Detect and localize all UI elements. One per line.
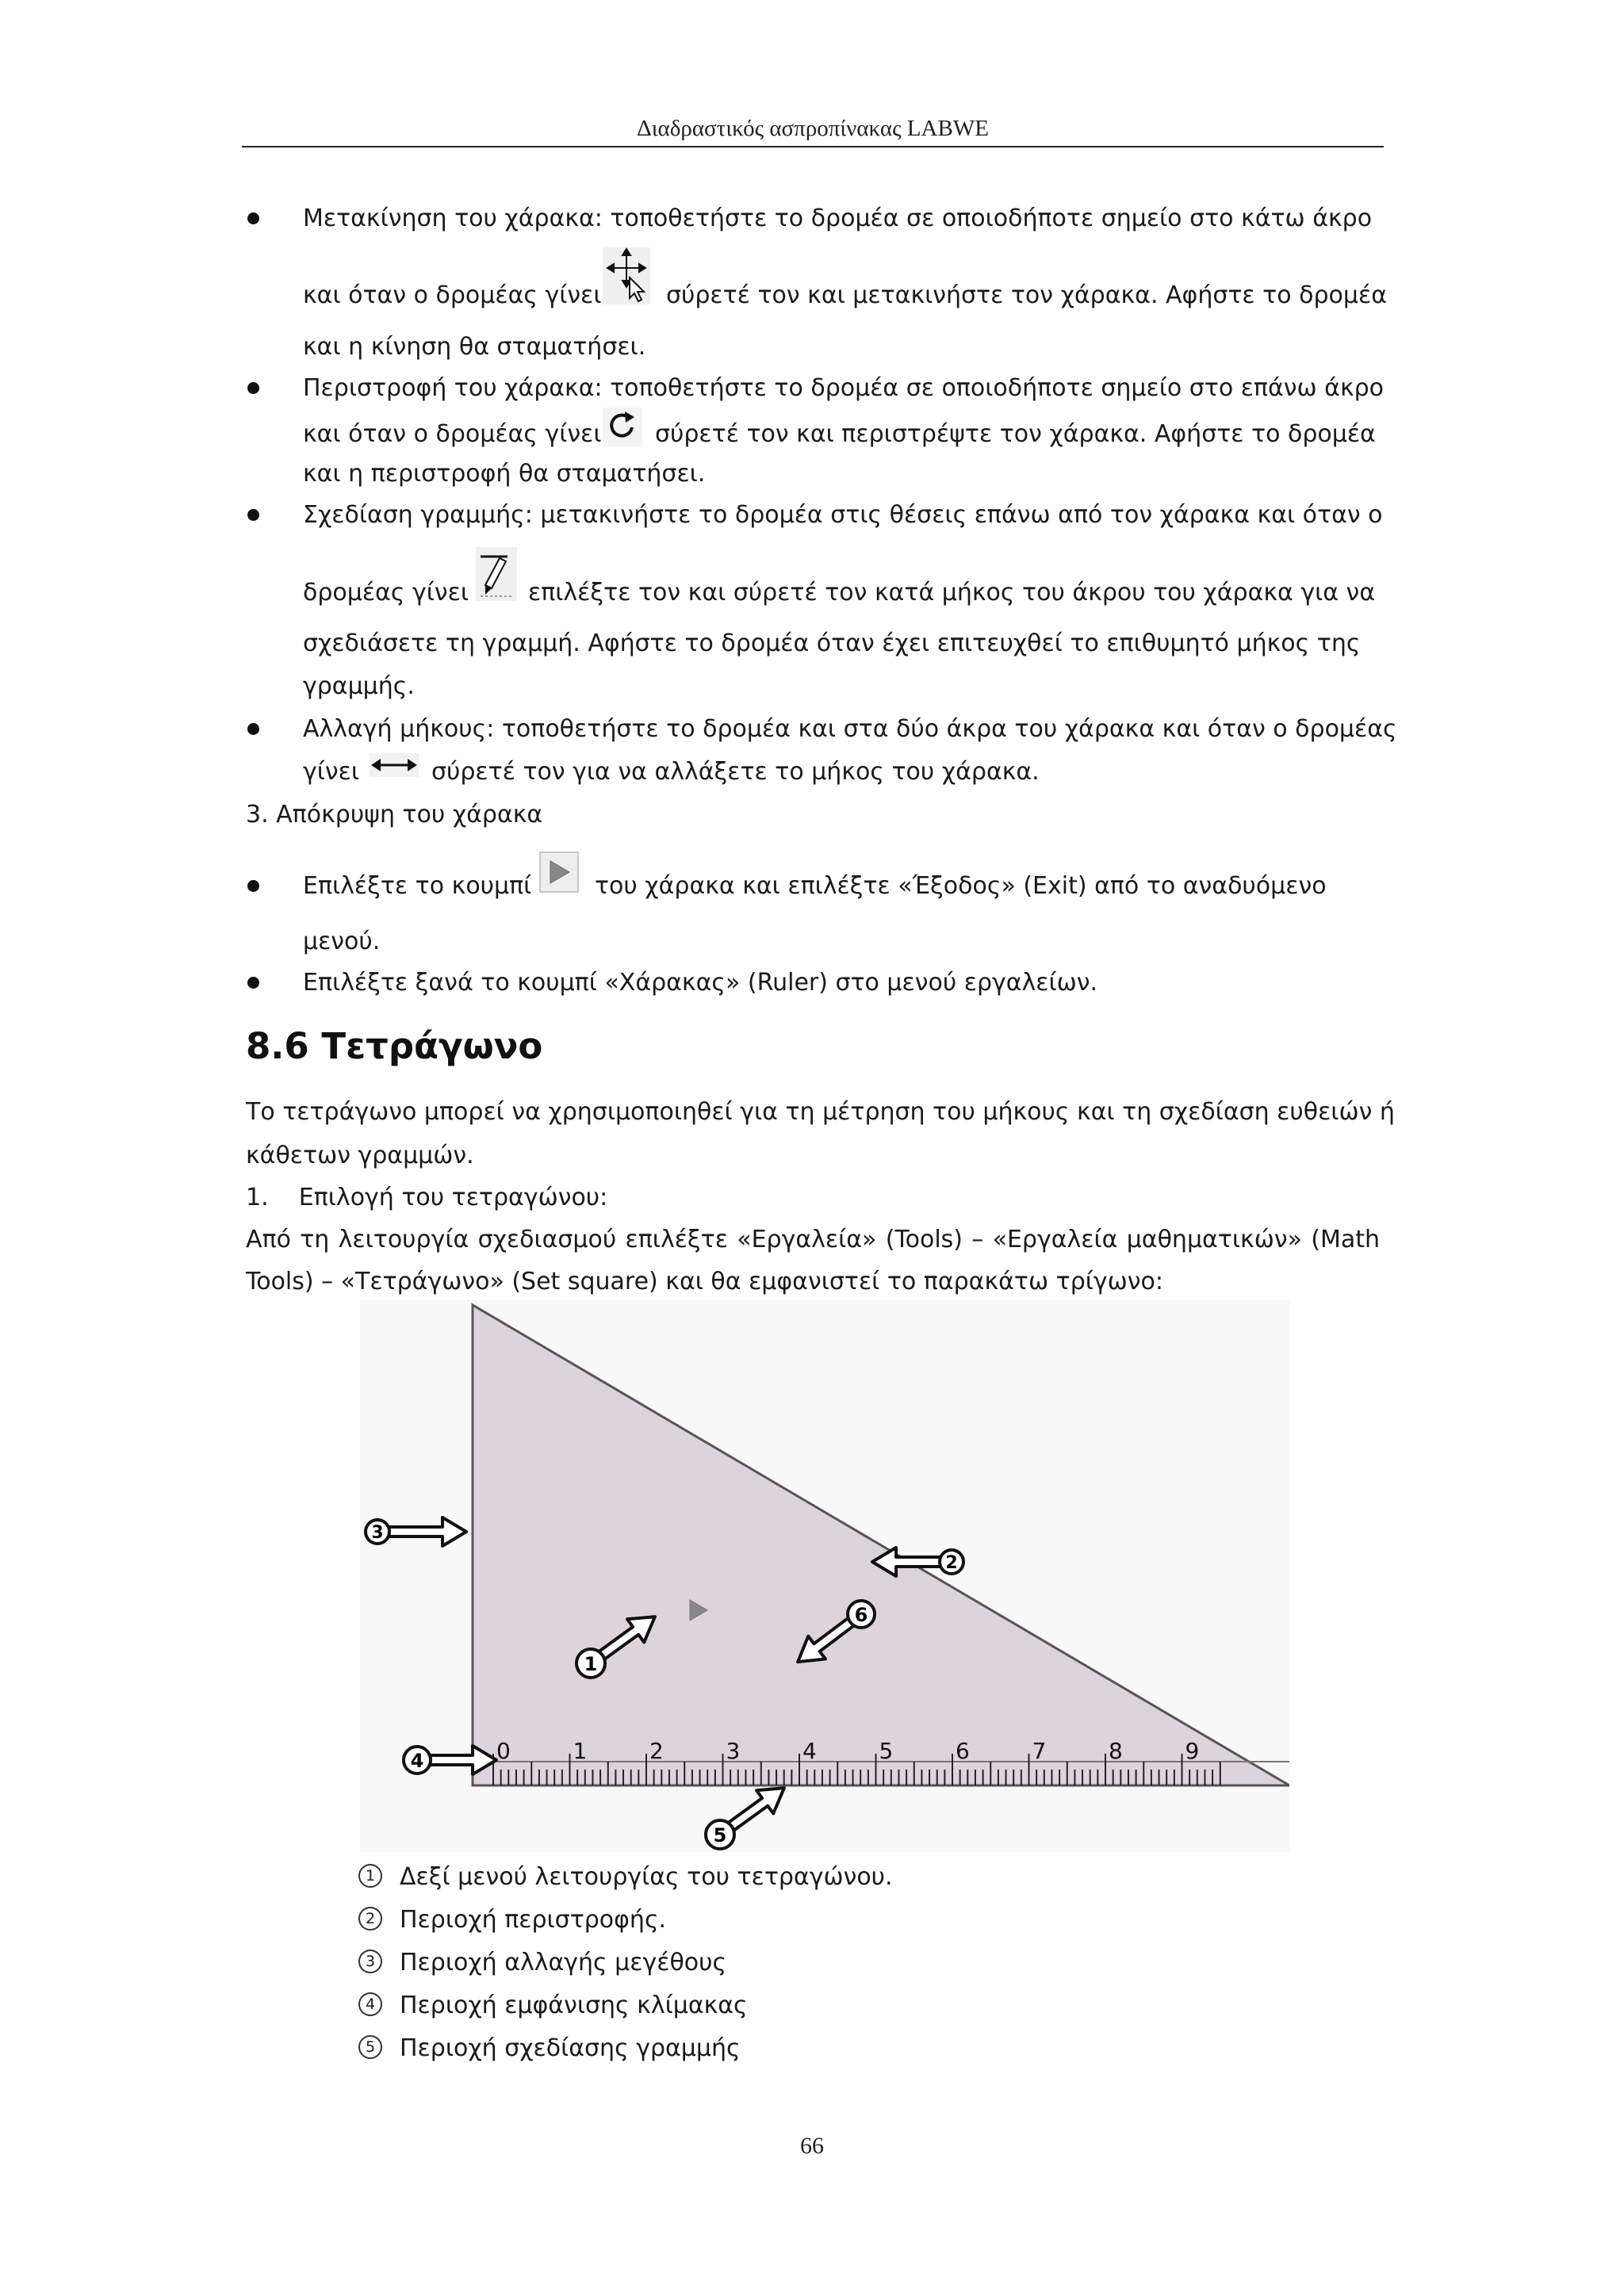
move-line-2a: και όταν ο δρομέας γίνει xyxy=(303,281,602,309)
rotate-line-2a: και όταν ο δρομέας γίνει xyxy=(303,420,602,448)
ruler-scale-label: 7 xyxy=(1032,1738,1047,1764)
bullet-marker xyxy=(247,509,259,521)
ruler-scale-label: 1 xyxy=(573,1738,588,1764)
svg-text:3: 3 xyxy=(371,1523,384,1543)
hide-line-3: Επιλέξτε ξανά το κουμπί «Χάρακας» (Ruler) στο μενού εργαλείων. xyxy=(303,969,1098,997)
hide-heading: 3. Απόκρυψη του χάρακα xyxy=(246,801,543,828)
page-number: 66 xyxy=(800,2133,824,2159)
svg-text:2: 2 xyxy=(945,1553,958,1573)
legend-text: Περιοχή εμφάνισης κλίμακας xyxy=(400,1992,748,2019)
draw-line-3: σχεδιάσετε τη γραμμή. Αφήστε το δρομέα όταν έχει επιτευχθεί το επιθυμητό μήκος της xyxy=(303,629,1361,657)
ruler-scale-label: 4 xyxy=(802,1738,817,1764)
rotate-line-2b: σύρετέ τον και περιστρέψτε τον χάρακα. Αφήστε το δρομέα xyxy=(655,420,1376,448)
set-square-svg xyxy=(360,1300,1289,1852)
length-line-2a: γίνει xyxy=(303,758,360,786)
set-square-triangle[interactable] xyxy=(473,1305,1289,1785)
pencil-cursor-icon xyxy=(476,547,517,601)
page-header: Διαδραστικός ασπροπίνακας LABWE xyxy=(637,116,989,141)
ruler-scale-label: 3 xyxy=(726,1738,741,1764)
resize-cursor-icon xyxy=(370,753,419,777)
instruction-line-1: Από τη λειτουργία σχεδιασμού επιλέξτε «Εργαλεία» (Tools) – «Εργαλεία μαθηματικών» (Math xyxy=(246,1226,1380,1253)
section-title: 8.6 Τετράγωνο xyxy=(246,1025,543,1067)
ruler-scale-label: 9 xyxy=(1185,1738,1200,1764)
move-line-1: Μετακίνηση του χάρακα: τοποθετήστε το δρομέα σε οποιοδήποτε σημείο στο κάτω άκρο xyxy=(303,205,1373,232)
bullet-marker xyxy=(247,212,259,224)
bullet-marker xyxy=(247,723,259,735)
draw-line-2a: δρομέας γίνει xyxy=(303,579,469,607)
ruler-scale-label: 8 xyxy=(1109,1738,1123,1764)
legend-text: Περιοχή αλλαγής μεγέθους xyxy=(400,1949,727,1976)
legend-number: 5 xyxy=(358,2035,382,2059)
ruler-scale-label: 0 xyxy=(496,1738,511,1764)
svg-text:4: 4 xyxy=(410,1750,424,1772)
legend-text: Δεξί μενού λειτουργίας του τετραγώνου. xyxy=(400,1863,893,1891)
legend-number: 3 xyxy=(358,1950,382,1973)
rotate-line-3: και η περιστροφή θα σταματήσει. xyxy=(303,460,706,488)
ruler-scale-label: 2 xyxy=(649,1738,664,1764)
rotate-line-1: Περιστροφή του χάρακα: τοποθετήστε το δρομέα σε οποιοδήποτε σημείο στο επάνω άκρο xyxy=(303,374,1385,402)
set-square-diagram xyxy=(360,1300,1289,1852)
move-line-3: και η κίνηση θα σταματήσει. xyxy=(303,333,646,361)
move-line-2b: σύρετέ τον και μετακινήστε τον χάρακα. Αφήστε το δρομέα xyxy=(666,281,1387,309)
bullet-marker xyxy=(247,382,259,394)
legend-item-3 xyxy=(358,1947,726,1979)
legend-text: Περιοχή περιστροφής. xyxy=(400,1906,667,1934)
draw-line-1: Σχεδίαση γραμμής: μετακινήστε το δρομέα στις θέσεις επάνω από τον χάρακα και όταν ο xyxy=(303,501,1383,529)
length-line-2b: σύρετέ τον για να αλλάξετε το μήκος του χάρακα. xyxy=(431,758,1040,786)
legend-number: 1 xyxy=(358,1864,382,1888)
move-cursor-icon xyxy=(603,247,650,304)
menu-button-icon xyxy=(539,851,579,893)
legend-item-5 xyxy=(358,2033,741,2064)
hide-line-1a: Επιλέξτε το κουμπί xyxy=(303,872,532,900)
legend-item-4 xyxy=(358,1990,748,2022)
rotate-cursor-icon xyxy=(603,408,642,447)
svg-text:1: 1 xyxy=(584,1653,598,1675)
svg-text:6: 6 xyxy=(854,1604,868,1626)
header-divider xyxy=(242,146,1384,147)
legend-number: 4 xyxy=(358,1992,382,2016)
section-intro-line-2: κάθετων γραμμών. xyxy=(246,1142,474,1169)
legend-item-2 xyxy=(358,1904,666,1936)
legend-item-1 xyxy=(358,1862,893,1893)
bullet-marker xyxy=(247,977,259,989)
draw-line-4: γραμμής. xyxy=(303,672,415,700)
legend-number: 2 xyxy=(358,1907,382,1931)
draw-line-2b: επιλέξτε τον και σύρετέ τον κατά μήκος του άκρου του χάρακα για να xyxy=(528,579,1376,607)
bullet-marker xyxy=(247,880,259,892)
callout-4 xyxy=(404,1746,496,1774)
callout-3 xyxy=(366,1517,466,1546)
hide-line-1b: του χάρακα και επιλέξτε «Έξοδος» (Exit) από το αναδυόμενο xyxy=(595,872,1327,900)
ruler-scale-label: 6 xyxy=(956,1738,970,1764)
step-1-label: 1. Επιλογή του τετραγώνου: xyxy=(246,1184,608,1211)
section-intro-line-1: Το τετράγωνο μπορεί να χρησιμοποιηθεί για τη μέτρηση του μήκους και τη σχεδίαση ευθειών ή xyxy=(246,1098,1395,1126)
callout-5 xyxy=(706,1777,792,1849)
instruction-line-2: Tools) – «Τετράγωνο» (Set square) και θα εμφανιστεί το παρακάτω τρίγωνο: xyxy=(246,1268,1163,1295)
svg-text:5: 5 xyxy=(713,1824,727,1846)
hide-line-2: μενού. xyxy=(303,928,381,955)
length-line-1: Αλλαγή μήκους: τοποθετήστε το δρομέα και στα δύο άκρα του χάρακα και όταν ο δρομέας xyxy=(303,715,1397,743)
legend-text: Περιοχή σχεδίασης γραμμής xyxy=(400,2034,741,2062)
ruler-scale-label: 5 xyxy=(879,1738,894,1764)
